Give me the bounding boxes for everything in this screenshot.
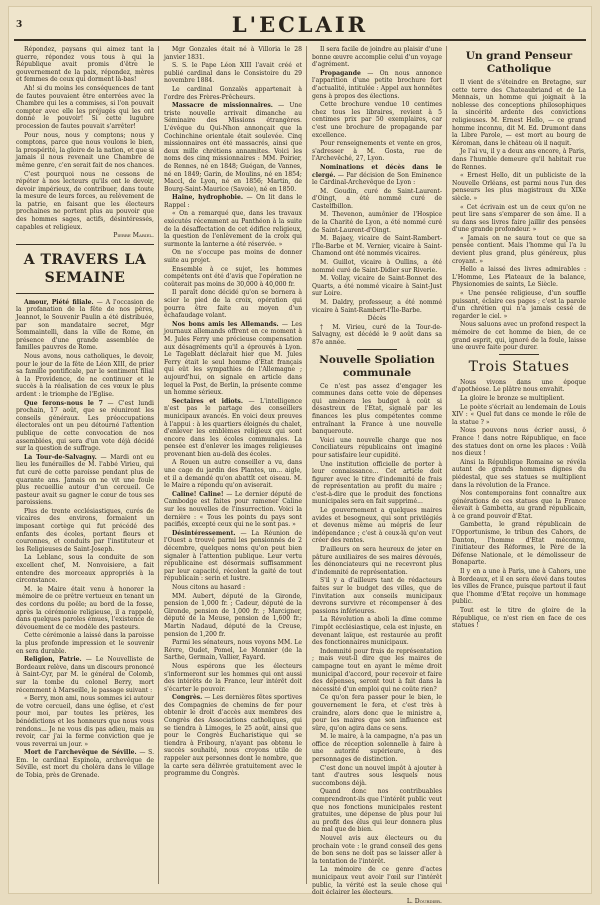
paragraph: M. Goudin, curé de Saint-Laurent-d'Oingt, a été nommé curé de Castelfbillon. — [312, 187, 442, 210]
paragraph: C'est pourquoi nous ne cessons de répéter à nos lecteurs qu'ils ont le devoir, devoir impérieux, de contribuer, dans toute la mesure de leurs forces, au relèvement de la patrie, en faisant que les électeurs prochaines ne portent plus au pouvoir que des hommes sages, actifs, désintéressés, capables et religieux. — [16, 170, 154, 231]
section-rule — [16, 244, 154, 245]
paragraph: Tout est le titre de gloire de la République, ce n'est rien en face de ces statues ! — [452, 607, 586, 630]
divider — [357, 349, 397, 350]
column-divider — [306, 46, 307, 884]
paragraph: Nous espérons que les électeurs s'informeront sur les hommes qui ont aussi des intérêts de la France, leur intérêt doit s'écarter le pouvoir. — [164, 662, 302, 693]
news-item — [164, 102, 302, 193]
column-2 — [164, 46, 302, 886]
column-4 — [452, 46, 586, 886]
item-text: — Une triste nouvelle arrivait dimanche au Séminaire des Missions étrangères. L'évêque du Qui-Nhon annonçait que la Cochinchine orientale était soulevée. Cinq missionnaires ont été massacrés, ainsi que deux mille chrétiens annamites. Voici les noms des cinq missionnaires : MM. Poirier, de Rennes, né en 1848; Guégan, de Vannes, né en 1849; Garin, de Moulins, né en 1854; Maccl, de Lyon, né en 1856; Martin, de Bourg-Saint-Maurice (Savoie), né en 1850. — [164, 102, 303, 193]
column-3 — [312, 46, 442, 905]
paragraph: Voici une nouvelle charge que nos Conciliateurs républicains ont imaginé pour satisfaire leur cupidité. — [312, 436, 442, 459]
section-title: A TRAVERS LA SEMAINE — [23, 251, 147, 286]
paragraph: Mgr Gonzales était né à Villoria le 28 janvier 1831. — [164, 46, 302, 61]
news-item — [312, 70, 442, 100]
news-item — [164, 530, 302, 583]
article-heading: Trois Statues — [468, 358, 570, 375]
paragraph: Nous pouvons nous écrier aussi, ô France ! dans notre République, en face des statues dont on orne les places : Voilà nos dieux ! — [452, 427, 586, 458]
paragraph: M. le maire, à la campagne, n'a pas un office de réception solennelle à faire à une autorité supérieure, à des personnages de distinction. — [312, 733, 442, 764]
paragraph: « Ernest Hello, dit un publiciste de la Nouvelle Orléans, est parmi nous l'un des penseurs les plus magistraux du XIXe siècle. » — [452, 172, 586, 202]
paragraph: M. Bajaey, vicaire de Saint-Rambert-l'Île-Barbe et M. Vernier, vicaire à Saint-Chamond ont été nommés vicaires. — [312, 235, 442, 258]
paragraph: M. Daldry, professeur, a été nommé vicaire à Saint-Rambert-l'Île-Barbe. — [312, 299, 442, 314]
paragraph: Il paraît donc décidé qu'on se bornera à scier le pied de la croix, opération qui pourra être faite au moyen d'un échafaudage volant. — [164, 289, 302, 320]
item-lead: Congrès. — [172, 694, 203, 702]
paragraph: Il vient de s'éteindre en Bretagne, sur cette terre des Chateaubriand et de La Mennais, un homme qui joignait à la noblesse des conceptions philosophiques la sincérité ardente des convictions religieuses. M. Ernest Hello, — ce grand homme inconnu, dit M. Ed. Drumont dans la Libre Parole, — est mort au bourg de Kéroman, dans le château où il naquit. — [452, 79, 586, 147]
paragraph: C'est donc un nouvel impôt à ajouter à tant d'autres sous lesquels nous succombons déjà. — [312, 764, 442, 787]
item-text: — Le dernier député de Cambodge est faites pour ramener Caline sur les nouvelles de l'insurrection. Voici la dernière : « Tous les points du pays sont pacifiés, excepté ceux qui ne le sont pas. » — [164, 490, 303, 529]
item-lead: Caline! Caline! — [172, 490, 224, 498]
paragraph: † M. Virieu, curé de la Tour-de-Salvagny, est décédé le 9 août dans sa 87e année. — [312, 323, 442, 346]
paragraph: M. le Maire était venu à honorer la mémoire de ce prêtre vertueux en tenant un des cordons du poêle; au bord de la fosse, après la cérémonie religieuse, il a rappelé, dans quelques paroles émues, l'existence de dévouement de ce modèle des pasteurs. — [16, 585, 154, 631]
paragraph: La gloire le bronze se multiplient. — [460, 394, 565, 402]
paragraph: Ensemble à ce sujet, les hommes compétents ont été d'avis que l'opération ne coûterait pas moins de 30,000 à 40,000 fr. — [164, 265, 302, 288]
paragraph: M. Guillot, vicaire à Oullins, a été nommé curé de Saint-Didier sur Riverie. — [312, 259, 442, 274]
paragraph: Le gouvernement a quelques maires avides et besogneux, qui sont privilégiés et devenus même au mépris de leur indépendance ; c'est à ceux-là qu'on veut créer des rentes. — [312, 507, 442, 545]
item-text: — L'intelligence n'est pas le partage des conseillers municipaux avancés. En voici deux preuves à l'appui : à les quartiers éloignés du chalet, d'enlever les emblèmes religieux qui sont encore dans les écoles communales. La pensée est d'enlever les images religieuses provenant bien au-delà des écoles. — [164, 397, 303, 458]
news-item — [164, 491, 302, 529]
paragraph: « Une pensée religieuse, d'un souffle puissant, éclaire ces pages ; c'est la parole d'un chrétien qui n'a jamais cessé de regarder le ciel. » — [452, 290, 586, 320]
paragraph: S'il y a d'ailleurs tant de rédacteurs faites sur le budget des villes, que de l'invitation aux conseils municipaux devrons survivre et récompenser à des passions inférieures. — [312, 577, 442, 615]
paragraph: M. Vollay, vicaire de Saint-Bonnet des Quarts, a été nommé vicaire à Saint-Just sur Loire. — [312, 275, 442, 298]
paragraph: Le poète s'écriait au lendemain de Louis XIV : « Quel fut dans ce monde le rôle de la statue ? » — [452, 403, 586, 426]
divider — [499, 354, 539, 355]
item-lead: Nominations et décès dans le clergé. — [312, 163, 442, 179]
item-lead: Amour, Piété filiale. — [24, 298, 94, 306]
news-item — [164, 321, 302, 397]
masthead-rule — [14, 39, 586, 41]
item-lead: Massacre de missionnaires. — [172, 102, 273, 110]
paragraph: Cette brochure vendue 10 centimes chez tous les libraires, revient à 5 centimes prix par 50 exemplaires, car c'est une brochure de propagande par excellence. — [312, 101, 442, 139]
paragraph: S. S. le Pape Léon XIII l'avait créé et publié cardinal dans le Consistoire du 29 novembre 1884. — [164, 62, 302, 85]
paragraph: D'ailleurs on sera heureux de jeter en pâture auxiliaires de ses maires dévoués, les dénonciateurs qui ne recevront plus d'indemnité de représentation. — [312, 546, 442, 576]
paragraph: « On a remarqué que, dans les travaux exécutés récemment au Panthéon à la suite de la désaffectation de cet édifice religieux, la question de l'enlèvement de la croix qui surmonte la lanterne a été réservée. » — [164, 210, 302, 248]
paragraph: Pour nous, nous y comptons; nous y comptons, parce que nous voulons le bien, la prospérité, la gloire de la nation, et que si jamais il nous revenait une Chambre de même genre, c'en serait fait de nos chances. — [16, 131, 155, 169]
paragraph: Ce qu'on fera passer pour le bien, le gouvernement le fera, et c'est très à craindre, alors donc que le ministre a, pour les maires que son influence est sûre, qu'on agira dans ce sens. — [312, 694, 442, 732]
paragraph: Nous citons au hasard : — [172, 583, 246, 591]
item-text: — Le Nouvelliste de Bordeaux relève, dans un discours prononcé à Saint-Cyr, par M. le général de Colomb, sur la tombe du colonel Berry, mort récemment à Marseille, le passage suivant : — [16, 656, 154, 694]
item-lead: Propagande — [320, 69, 361, 77]
paragraph: Nouvel avis aux électeurs ou du prochain vote : le grand conseil des gens de bon sens ne doit pas se laisser aller à la tentation de l'intérêt. — [312, 835, 442, 865]
paragraph: A Rouen un autre conseiller a vu, dans une cage du jardin des Plantes, un... aigle, et il a demandé qu'on abattît cet oiseau. M. le Maire a répondu qu'on aviserait. — [164, 459, 302, 490]
paragraph: Nos contemporains font connaître aux générations de ces statues que la France élevait à Gambetta, au grand républicain, à ce grand pouvoir d'Etat. — [452, 490, 586, 520]
paragraph: M. Thevenon, aumônier de l'Hospice de la Charité de Lyon, a été nommé curé de Saint-Laurent-d'Oingt. — [312, 211, 442, 234]
news-item — [16, 400, 154, 453]
signature: Pierre Mariel. — [113, 232, 154, 240]
paragraph: Je l'ai vu, il y a deux ans encore, à Paris, dans l'humble demeure qu'il habitait rue de Rennes. — [452, 148, 586, 171]
paragraph: Ah! si du moins les conséquences de tant de fautes pouvaient être enterrées avec la Chambre qui les a commises, si l'on pouvait compter avec elle les préjugés qui les ont donné le pouvoir! Si cette lugubre procession de fautes pouvait s'arrêter! — [16, 84, 154, 130]
section-rule — [16, 293, 154, 294]
paragraph: « Cet écrivain est un de ceux qu'on ne peut lire sans s'emparer de son âme. Il a su dans ses livres faire jaillir des pensées d'une grande profondeur. » — [452, 203, 586, 234]
deces-heading: Décès — [367, 315, 387, 323]
paragraph: Nous saluons avec un profond respect la mémoire de cet homme de bien, de ce grand esprit, qui, ignoré de la foule, laisse une œuvre faite pour durer. — [452, 321, 586, 352]
paragraph: Le cardinal Gonzalès appartenait à l'ordre des Frères-Prêcheurs. — [164, 85, 302, 101]
paragraph: Il sera facile de joindre au plaisir d'une bonne œuvre accomplie celui d'un voyage d'agrément. — [312, 46, 442, 69]
item-lead: Que ferons-nous le 7 — [24, 399, 103, 407]
paragraph: Parmi les sénateurs, nous voyons MM. Le Révre, Oudet, Pomel, Le Monnier (de la Sarthe, Germain, Vallier, Fayard. — [164, 639, 302, 662]
item-lead: Haine, hydrophobie. — [172, 194, 243, 202]
item-text: — C'est lundi prochain, 17 août, que se réuniront les conseils généraux. Les préoccupations électorales ont un peu détourné l'attention publique de cette convocation de nos assemblées, qui sera d'un vote déjà décidé sur la question de suffrage. — [16, 399, 155, 453]
news-item — [164, 194, 302, 209]
item-text: — Les dernières fêtes sportives des Compagnies de chemins de fer pour obtenir le droit d'accès aux membres des Congrès des Associations catholiques, qui se tiendra à Limoges, le 25 août, ainsi que pour le Congrès Eucharistique qui se tiendra à Fribourg, n'ayant pas obtenu le succès souhaité, nous croyons utile de rappeler aux personnes dont le nombre, que la carte sera délivrée gratuitement avec le programme du Congrès. — [164, 694, 303, 778]
paragraph: Cette cérémonie a laissé dans la paroisse la plus profonde impression et le souvenir en sera durable. — [16, 632, 154, 655]
item-lead: Mort de l'archevêque de Séville. — [24, 749, 137, 757]
paragraph: Gambetta, le grand républicain de l'Opportunisme, le tribun des Cahors, de Danton, l'homme d'Etat méconnu, l'initiateur des Réformes, le Père de la Défense Nationale, et le démolisseur de Bonaparte. — [452, 521, 586, 567]
paragraph: Pour renseignements et vente en gros, s'adresser à M. Gosta, rue de l'Archevêché, 27, Lyon. — [312, 140, 442, 163]
paragraph: « Berry, mon ami, nous sommes ici autour de votre cercueil, dans une église, et c'est pour moi, par toutes les prières, les bénédictions et les honneurs que nous vous rendons... Je ne vous dis pas adieu, mais au revoir, car j'ai la ferme conviction que je vous reverrai un jour. » — [16, 695, 154, 748]
news-item — [16, 454, 154, 507]
item-text: — Par décision de Son Eminence le Cardinal-Archevêque de Lyon : — [312, 171, 442, 187]
item-lead: Sectaires et idiots. — [172, 397, 243, 405]
column-divider — [446, 46, 447, 884]
item-text: — Mardi ont eu lieu les funérailles de M. l'abbé Virieu, qui fut curé de cette paroisse pendant plus de quarante ans. Jamais on ne vit une foule plus recueillie autour d'un cercueil. Ce pasteur avait su gagner le cœur de tous ses paroissiens. — [16, 453, 155, 507]
news-item — [164, 398, 302, 459]
signature: L. Dourdier. — [406, 897, 442, 905]
paragraph: Il y en a une à Paris, une à Cahors, une à Bordeaux, et il en sera élevé dans toutes les villes de France, puisque partout il faut que l'homme d'Etat reçoive un hommage public. — [452, 568, 586, 606]
item-lead: Nos bons amis les Allemands. — [172, 320, 279, 328]
paragraph: Ainsi la République Romaine se révéla autant de grands hommes dignes du piédestal, que ses statues se multiplient dans la révolution de la France. — [452, 458, 586, 489]
paragraph: Nous avons, nous catholiques, le devoir, pour le jour de la fête de Léon XIII, de prier sa famille pontificale, par le sentiment filial à la Providence, de ne continuer et le succès à la réalisation de ces vœux le plus ardent : le triomphe de l'Eglise. — [16, 353, 154, 398]
journal-title: L'ECLAIR — [231, 12, 369, 37]
newspaper-page — [8, 6, 592, 905]
item-text: — On lit dans le Rappel : — [164, 194, 303, 209]
article-heading: Un grand Penseur Catholique — [465, 50, 573, 75]
item-lead: Désintéressement. — [172, 529, 236, 537]
paragraph: MM. Aubert, député de la Gironde, pension de 1,000 fr. ; Cadeur, député de la Gironde, pension de 1,000 fr. ; Marcigner, député de la Meuse, pension de 1,600 fr.; Martin Nadaud, député de la Creuse, pension de 1,200 fr. — [164, 592, 302, 638]
paragraph: On ne s'occupe pas moins de donner suite au projet. — [164, 249, 302, 265]
news-item — [312, 164, 442, 187]
paragraph: Hello a laissé des livres admirables : L'Homme, Les Plateaux de la balance, Physionomies de saints, Le Siècle. — [452, 266, 586, 289]
paragraph: La mémoire de ce genre d'actes municipaux veut avoir l'œil sur l'intérêt public, la vérité est la seule chose qui doit éclairer les électeurs. — [312, 866, 442, 897]
paragraph: Répondez, paysans qui aimez tant la guerre, répondez vous tous à qui la République avait promis d'être le gouvernement de la paix, répondez, mères et femmes de ceux qui dorment là-bas! — [16, 46, 154, 84]
paragraph: Une institution officielle de porter à leur connaissance... Cet article doit figurer avec le titre d'indemnité de frais de représentation au profit du maire ; c'est-à-dire que le produit des fonctions municipales sera en fait supprimé... — [312, 460, 442, 506]
item-text: — A l'occasion de la profanation de la fête de nos pères, Jeannot, le Souvenir Paulin a été distribuée, par son mandataire secret, Mgr Sommaintelli, dans la ville de Rome, en présence d'une grande assemblée de familles pauvres de Rome. — [16, 298, 155, 352]
news-item — [16, 299, 154, 352]
paragraph: La Leblanc, sous la conduite de son excellent chef, M. Nonvoisiere, a fait entendre des morceaux appropriés à la circonstance. — [16, 554, 154, 585]
item-text: — S. Em. le cardinal Espinola, archevêque de Séville, est mort du choléra dans le village de Tobia, près de Grenade. — [16, 749, 155, 780]
news-item — [16, 656, 154, 694]
article-heading: Nouvelle Spoliation communale — [319, 353, 435, 379]
item-text: — On nous annonce l'apparition d'une petite brochure fort d'actualité, intitulée : Appel aux honnêtes gens à propos des élections. — [312, 69, 442, 100]
paragraph: Ce n'est pas assez d'engager les communes dans cette voie de dépenses qui amènera les budget à coût si désastreux de l'Etat, signalé par les finances les plus compétentes comme entraînant la France à une nouvelle banqueroute. — [312, 382, 442, 436]
paragraph: Quand donc nos contribuables comprendront-ils que l'intérêt public veut que nos fonctions municipales restent gratuites, une dépense de plus pour lui au profit des élus qui leur donnera plus de mal que de bien. — [312, 788, 442, 834]
paragraph: Nous vivons dans une époque d'apothéose. Le plâtre nous envahit. — [452, 378, 586, 394]
masthead — [8, 10, 592, 38]
paragraph: Indemnité pour frais de représentation ; mais veut-il dire que les maires de campagne tout en ayant le même droit municipal d'accord, pour recevoir et faire des dépenses, seront tout à fait dans la nécessité d'un emploi qui ne coûte rien? — [312, 647, 442, 693]
item-text: — Les journaux allemands offrent en ce moment à M. Jules Ferry une précieuse compensation aux désagréments qu'il a éprouvés à Lyon. Le Tageblatt déclarait hier que M. Jules Ferry était le seul homme d'Etat français qui eût les sympathies de l'Allemagne ; aujourd'hui, on signale en article dans lequel la Post, de Berlin, la présente comme un homme sérieux. — [164, 320, 302, 397]
paragraph: « Jamais on ne saura tout ce que sa pensée contient. Mais l'homme qui l'a lu devient plus grand, plus généreux, plus croyant. » — [452, 234, 586, 265]
paragraph: Plus de trente ecclésiastiques, curés de vicaires des environs, formaient un imposant cortège qui fut précédé des enfants des écoles, portant fleurs et couronnes, et conduits par l'instituteur et les Religieuses de Saint-Joseph. — [16, 507, 154, 553]
item-text: — La Réunion de l'Ouest a trouvé parmi les pensionnés de 2 décembre, quelques noms qu'on peut bien signaler à l'attention publique. Leur vertu républicaine est désormais suffisamment par leur capacité, récolent la gaité de tout républicain : serin et lustre. — [164, 529, 302, 583]
news-item — [164, 694, 302, 778]
item-lead: La Tour-de-Salvagny. — [24, 453, 97, 461]
paragraph: La Révolution a aboli la dîme comme l'impôt ecclésiastique, cela est injuste, en devenant laïque, est restaurée au profit des fonctionnaires municipaux. — [312, 616, 442, 647]
page-number: 3 — [16, 20, 23, 30]
news-item — [16, 749, 154, 779]
column-1 — [16, 46, 154, 886]
item-lead: Religion, Patrie. — [24, 656, 82, 664]
column-divider — [158, 46, 159, 884]
